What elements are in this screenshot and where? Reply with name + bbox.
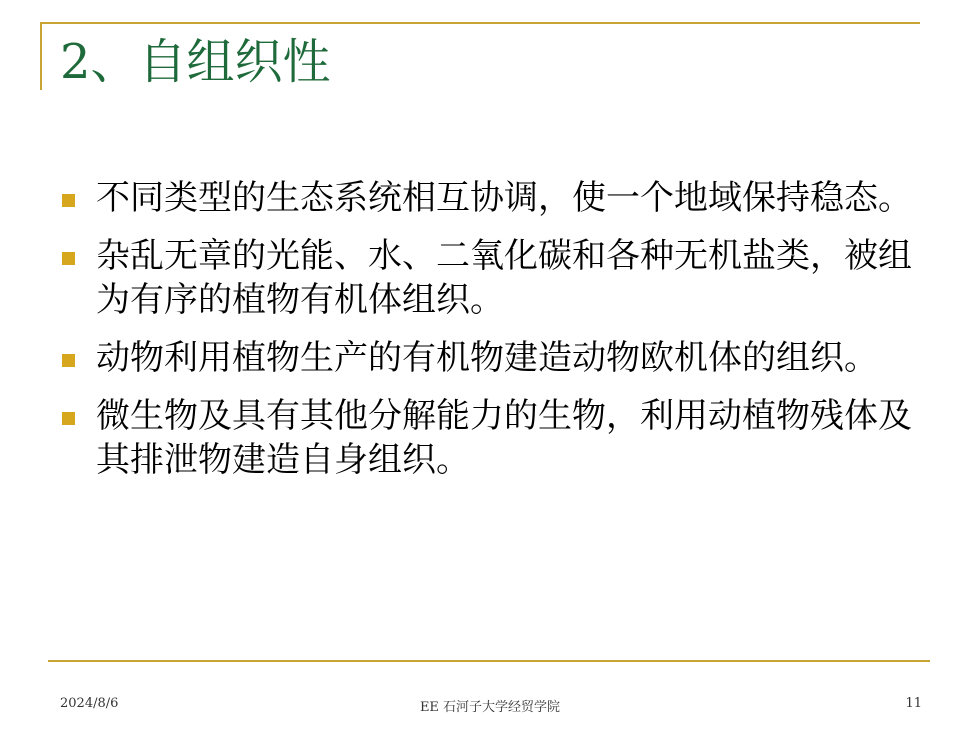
bullet-text: 微生物及具有其他分解能力的生物，利用动植物残体及其排泄物建造自身组织。 [96,396,912,480]
bullet-item [62,176,922,220]
bullet-text: 杂乱无章的光能、水、二氧化碳和各种无机盐类，被组为有序的植物有机体组织。 [96,236,912,320]
bullet-item [62,234,922,322]
bullet-item [62,394,922,482]
footer-divider [48,660,930,662]
square-bullet-icon [62,252,75,265]
slide-frame-left-line [40,22,42,90]
bullet-text: 不同类型的生态系统相互协调，使一个地域保持稳态。 [96,178,912,218]
square-bullet-icon [62,412,75,425]
footer-date: 2024/8/6 [60,696,119,711]
slide-title: 2、自组织性 [60,34,331,90]
footer-organization: EE 石河子大学经贸学院 [419,700,561,715]
bullet-list [62,176,922,496]
bullet-text: 动物利用植物生产的有机物建造动物欧机体的组织。 [96,338,878,378]
bullet-item [62,336,922,380]
slide-frame-top-line [40,22,920,24]
footer-page-number: 11 [905,696,922,711]
square-bullet-icon [62,194,75,207]
square-bullet-icon [62,354,75,367]
